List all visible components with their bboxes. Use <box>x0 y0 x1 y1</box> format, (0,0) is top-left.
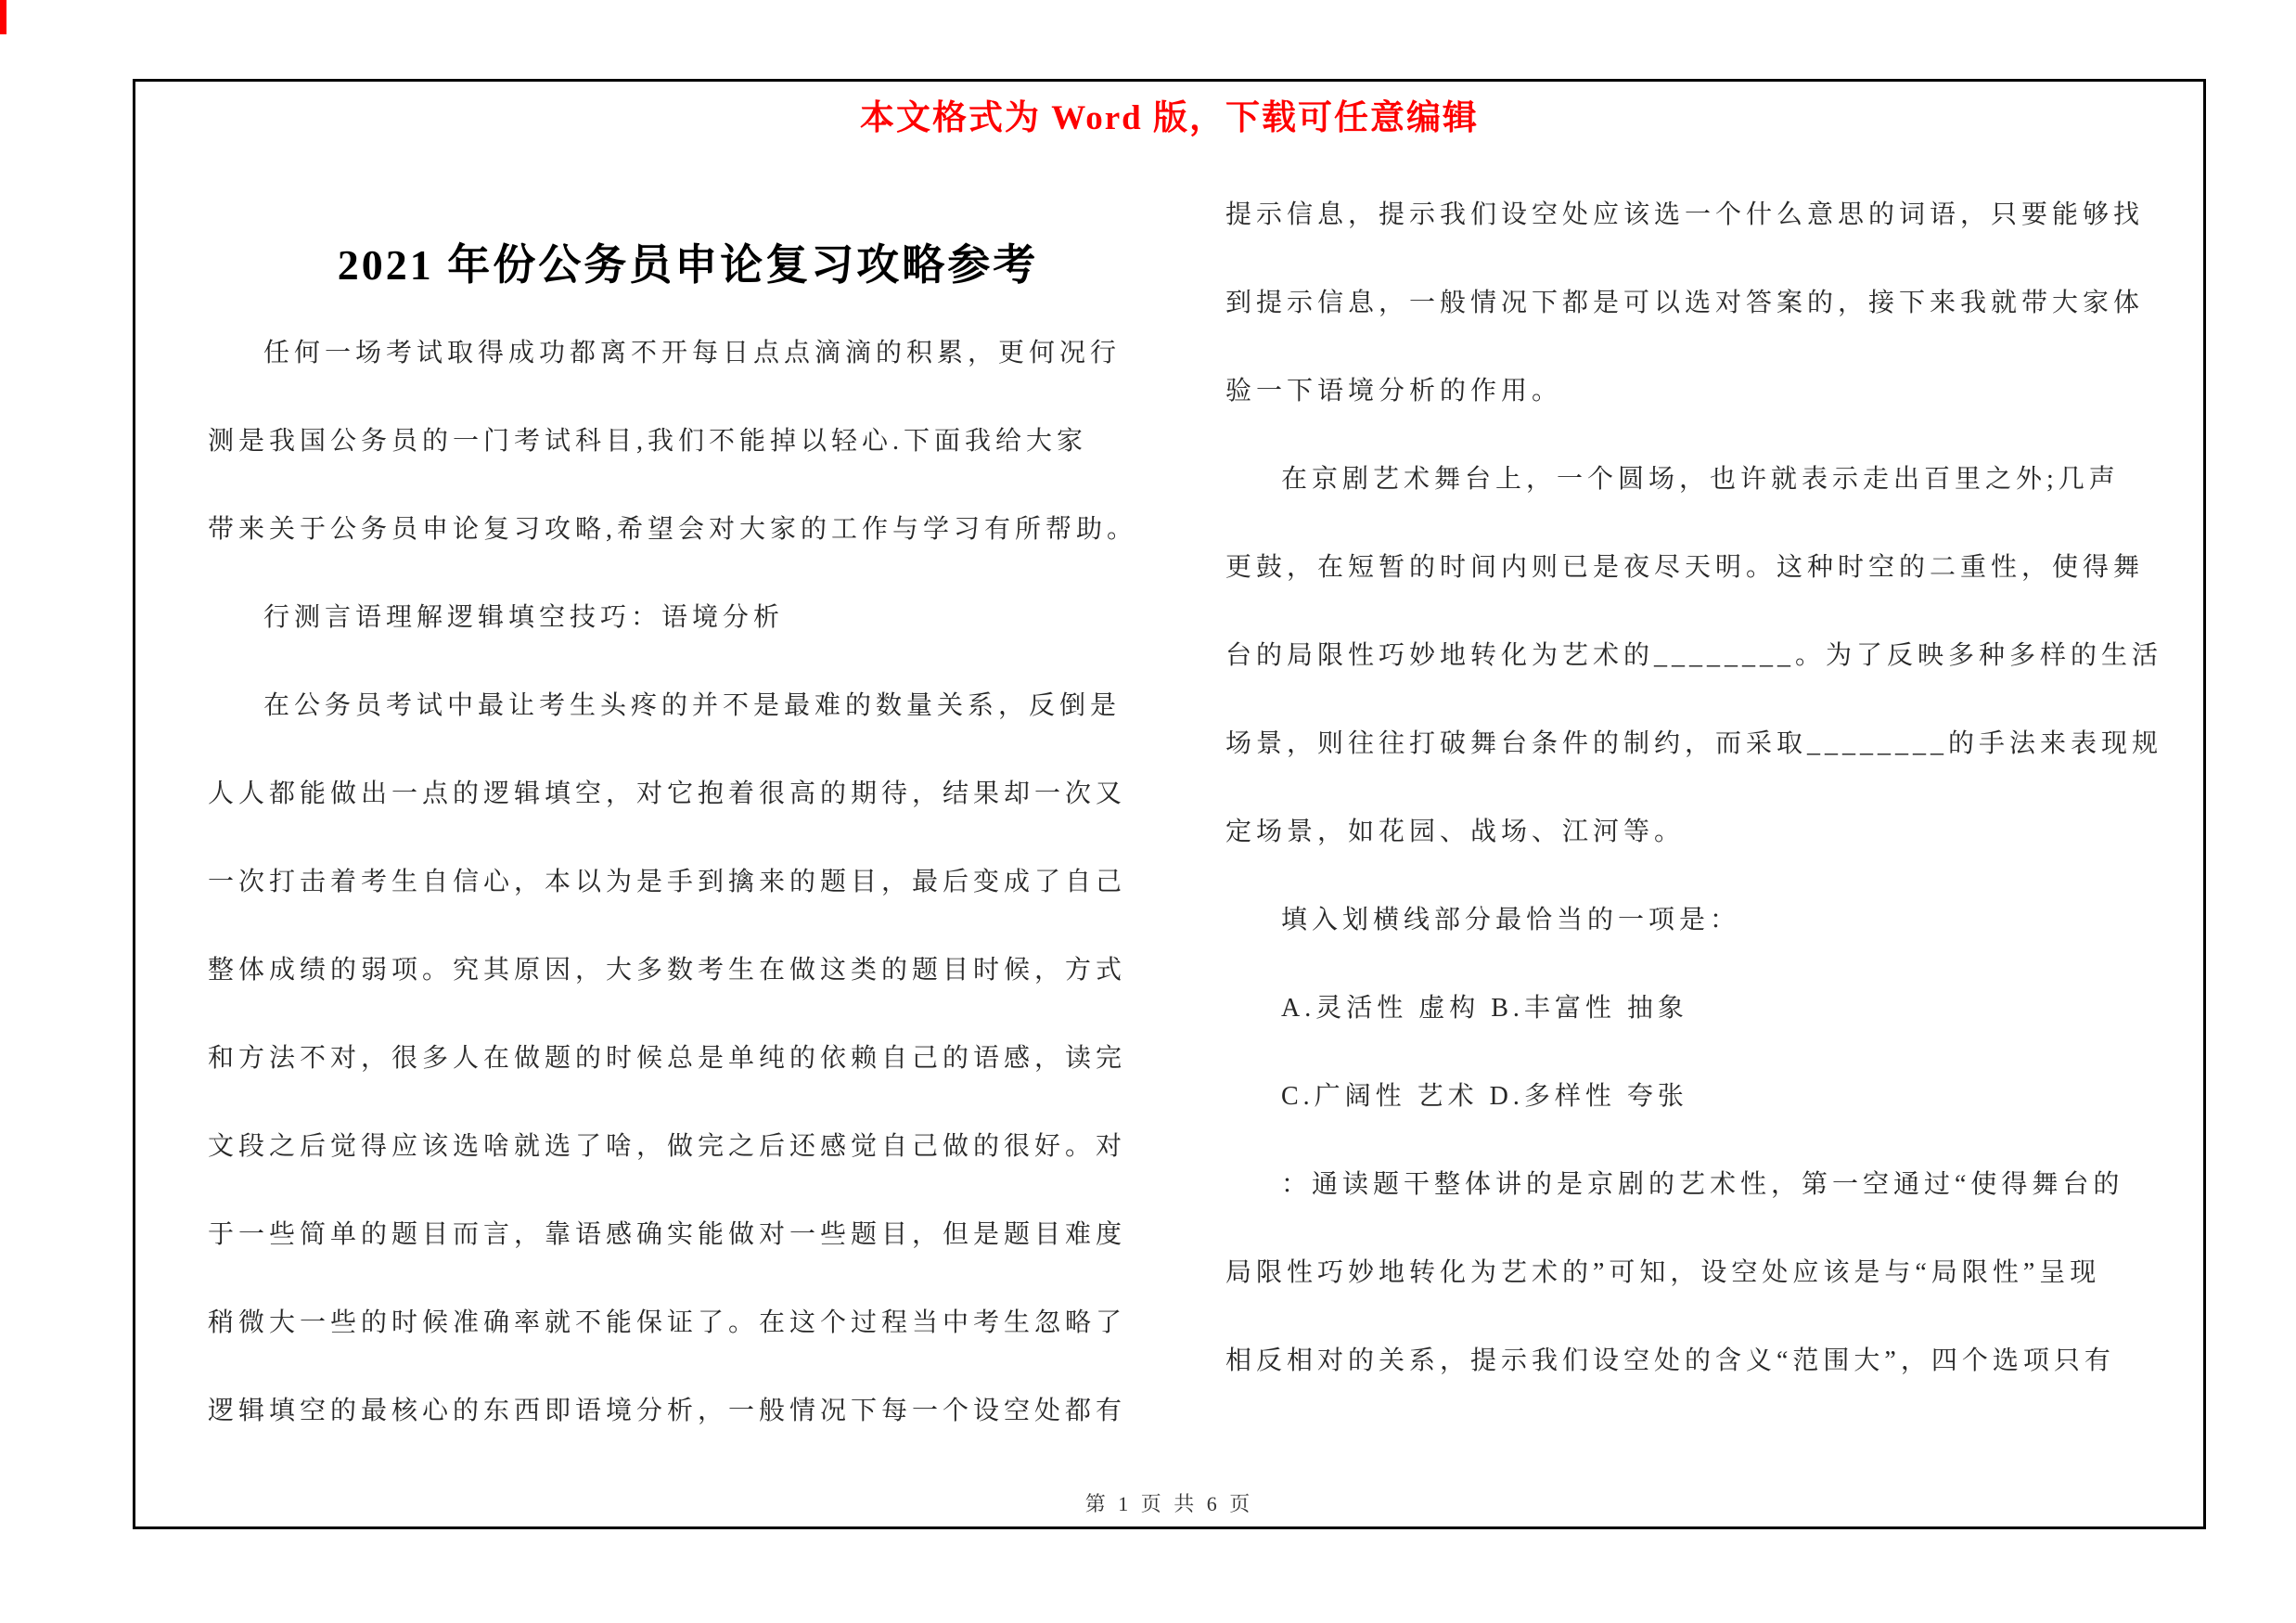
page-title: 2021 年份公务员申论复习攻略参考 <box>337 241 1039 289</box>
text-line: 定场景，如花园、战场、江河等。 <box>1225 818 1686 846</box>
text-line: 到提示信息，一般情况下都是可以选对答案的，接下来我就带大家体 <box>1225 289 2145 317</box>
text-line: 任何一场考试取得成功都离不开每日点点滴滴的积累，更何况行 <box>263 339 1122 367</box>
red-corner-mark <box>0 0 6 34</box>
text-line: 提示信息，提示我们设空处应该选一个什么意思的词语，只要能够找 <box>1225 200 2145 229</box>
option-line-c-d: C.广阔性 艺术 D.多样性 夸张 <box>1281 1082 1688 1111</box>
text-line: 验一下语境分析的作用。 <box>1225 377 1563 406</box>
left-column <box>208 221 1168 1455</box>
text-line: 整体成绩的弱项。究其原因，大多数考生在做这类的题目时候，方式 <box>208 956 1127 985</box>
text-line: 和方法不对，很多人在做题的时候总是单纯的依赖自己的语感，读完 <box>208 1044 1127 1073</box>
text-line-with-blank: 台的局限性巧妙地转化为艺术的________。为了反映多种多样的生活 <box>1225 641 2163 670</box>
text-line: 一次打击着考生自信心，本以为是手到擒来的题目，最后变成了自己 <box>208 868 1127 896</box>
text-line: 在京剧艺术舞台上，一个圆场，也许就表示走出百里之外;几声 <box>1281 465 2120 494</box>
text-line: 稍微大一些的时候准确率就不能保证了。在这个过程当中考生忽略了 <box>208 1308 1127 1337</box>
option-line-a-b: A.灵活性 虚构 B.丰富性 抽象 <box>1281 994 1688 1023</box>
text-line-with-blank: 场景，则往往打破舞台条件的制约，而采取________的手法来表现规 <box>1225 729 2163 758</box>
text-line: 文段之后觉得应该选啥就选了啥，做完之后还感觉自己做的很好。对 <box>208 1132 1127 1161</box>
text-line: ：通读题干整体讲的是京剧的艺术性，第一空通过“使得舞台的 <box>1281 1170 2124 1199</box>
question-prompt-line: 填入划横线部分最恰当的一项是： <box>1281 906 1741 934</box>
text-line: 局限性巧妙地转化为艺术的”可知，设空处应该是与“局限性”呈现 <box>1225 1258 2101 1287</box>
text-line: 逻辑填空的最核心的东西即语境分析，一般情况下每一个设空处都有 <box>208 1397 1127 1425</box>
page-border-frame <box>133 79 2206 1529</box>
text-line: 在公务员考试中最让考生头疼的并不是最难的数量关系，反倒是 <box>263 691 1122 720</box>
text-line: 测是我国公务员的一门考试科目,我们不能掉以轻心.下面我给大家 <box>208 427 1088 456</box>
text-line: 行测言语理解逻辑填空技巧：语境分析 <box>263 603 785 632</box>
right-column <box>1225 171 2162 1405</box>
text-line: 于一些简单的题目而言，靠语感确实能做对一些题目，但是题目难度 <box>208 1220 1127 1249</box>
text-line: 更鼓，在短暂的时间内则已是夜尽天明。这种时空的二重性，使得舞 <box>1225 553 2145 582</box>
text-line: 带来关于公务员申论复习攻略,希望会对大家的工作与学习有所帮助。 <box>208 515 1138 544</box>
text-line: 人人都能做出一点的逻辑填空，对它抱着很高的期待，结果却一次又 <box>208 779 1127 808</box>
page-number: 第 1 页 共 6 页 <box>1084 1492 1254 1515</box>
text-line: 相反相对的关系，提示我们设空处的含义“范围大”，四个选项只有 <box>1225 1346 2115 1375</box>
word-format-notice: 本文格式为 Word 版，下载可任意编辑 <box>860 99 1479 137</box>
